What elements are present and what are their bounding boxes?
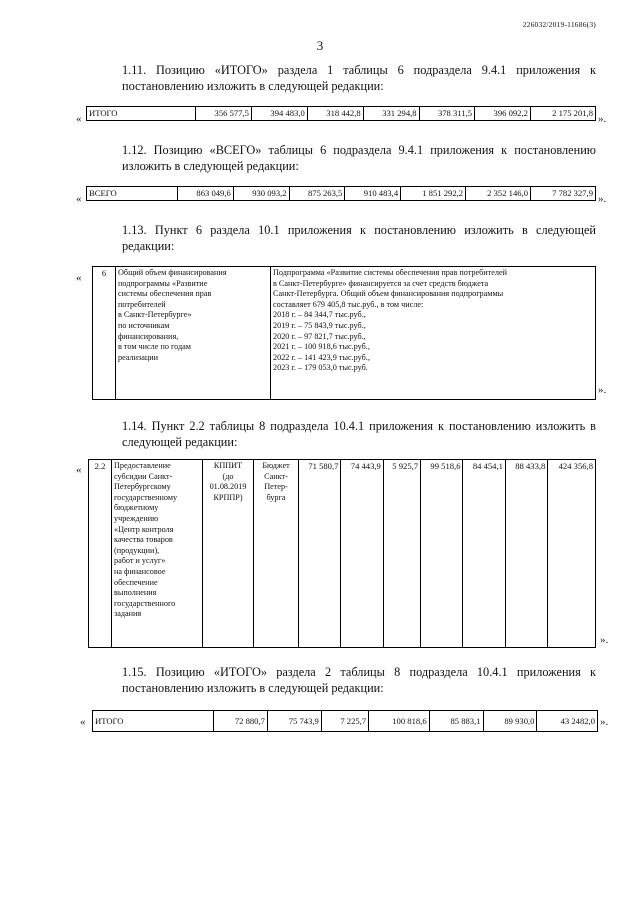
- cell-value: 74 443,9: [341, 460, 383, 648]
- cell-value: 2 175 201,8: [530, 107, 595, 121]
- text-line: в Санкт-Петербурге» финансируется за счет средств бюджета: [273, 278, 489, 288]
- cell-value: 394 483,0: [251, 107, 307, 121]
- cell-label: ИТОГО: [87, 107, 196, 121]
- cell-name: [112, 460, 203, 648]
- text-line: обеспечение: [114, 577, 158, 587]
- text-line: Санкт-: [264, 471, 288, 481]
- section-heading: 1.11. Позицию «ИТОГО» раздела 1 таблицы 6 подраздела 9.4.1 приложения к постановлению изложить в следующей редакции:: [122, 63, 596, 93]
- text-line: в Санкт-Петербурге»: [118, 310, 192, 320]
- text-line: КППИТ: [213, 461, 243, 470]
- text-line: бюджетному: [114, 503, 159, 513]
- cell-value: 88 433,8: [505, 460, 547, 648]
- row-number: 2.2: [89, 460, 112, 648]
- section-heading: 1.13. Пункт 6 раздела 10.1 приложения к постановлению изложить в следующей редакции:: [122, 223, 596, 253]
- text-line: Бюджет: [262, 461, 290, 470]
- text-line: подпрограммы «Развитие: [118, 278, 208, 288]
- text-line: учреждению: [114, 513, 159, 523]
- cell-value: 863 049,6: [178, 187, 234, 201]
- cell-value: 356 577,5: [196, 107, 252, 121]
- row-number: 6: [93, 267, 116, 400]
- text-line: выполнения: [114, 588, 157, 598]
- cell-value: 85 883,1: [429, 711, 483, 732]
- section-1-13-text: [90, 222, 596, 254]
- text-line: финансирования,: [118, 331, 179, 341]
- cell-value: 72 880,7: [214, 711, 268, 732]
- section-1-14-text: [90, 418, 596, 450]
- section-heading: 1.12. Позицию «ВСЕГО» таблицы 6 подраздела 9.4.1 приложения к постановлению изложить в следующей редакции:: [122, 143, 596, 173]
- cell-label: ВСЕГО: [87, 187, 178, 201]
- text-line: Санкт-Петербурга. Общий объем финансирования подпрограммы: [273, 289, 504, 299]
- quote-close: ».: [598, 384, 607, 396]
- item-2-2-table: [88, 459, 596, 648]
- text-line: 2022 г. – 141 423,9 тыс.руб.,: [273, 352, 370, 362]
- table-row: [87, 187, 596, 201]
- cell-value: 318 442,8: [307, 107, 363, 121]
- text-line: (продукции),: [114, 545, 160, 555]
- text-line: Подпрограмма «Развитие системы обеспечения прав потребителей: [273, 268, 507, 277]
- cell-value: 910 483,4: [345, 187, 401, 201]
- quote-open: «: [76, 113, 82, 125]
- itogo-table-2: [92, 710, 598, 732]
- cell-value: 89 930,0: [483, 711, 537, 732]
- section-heading: 1.14. Пункт 2.2 таблицы 8 подраздела 10.4.1 приложения к постановлению изложить в следующей редакции:: [122, 419, 596, 449]
- text-line: Петербургскому: [114, 482, 171, 492]
- quote-close: ».: [598, 193, 607, 205]
- table-row: [89, 460, 596, 648]
- cell-value: 43 2482,0: [537, 711, 598, 732]
- text-line: субсидии Санкт-: [114, 471, 173, 481]
- cell-source: [254, 460, 299, 648]
- cell-value: 2 352 146,0: [466, 187, 531, 201]
- table-row: [93, 267, 596, 400]
- text-line: задания: [114, 609, 142, 619]
- text-line: составляет 679 405,8 тыс.руб., в том числе:: [273, 299, 424, 309]
- text-line: качества товаров: [114, 535, 173, 545]
- text-line: потребителей: [118, 299, 166, 309]
- text-line: Предоставление: [114, 461, 171, 470]
- cell-value: 71 580,7: [299, 460, 341, 648]
- section-1-12-text: [90, 142, 596, 174]
- text-line: 2023 г. – 179 053,0 тыс.руб.: [273, 363, 368, 373]
- text-line: 01.08.2019: [209, 482, 247, 492]
- text-line: бурга: [266, 492, 286, 502]
- cell-value: 75 743,9: [267, 711, 321, 732]
- text-line: Петер-: [264, 482, 288, 492]
- text-line: на финансовое: [114, 566, 166, 576]
- text-line: (до: [222, 471, 234, 481]
- page-number: 3: [316, 38, 324, 53]
- document-number: 226032/2019-11686(3): [522, 20, 596, 29]
- itogo-table-1: [86, 106, 596, 121]
- table-row: [87, 107, 596, 121]
- cell-value: 7 225,7: [321, 711, 368, 732]
- cell-value: 99 518,6: [421, 460, 463, 648]
- cell-value: 875 263,5: [289, 187, 345, 201]
- vsego-table: [86, 186, 596, 201]
- text-line: «Центр контроля: [114, 524, 174, 534]
- text-line: 2021 г. – 100 918,6 тыс.руб.,: [273, 342, 370, 352]
- quote-close: ».: [600, 716, 609, 728]
- section-heading: 1.15. Позицию «ИТОГО» раздела 2 таблицы 8 подраздела 10.4.1 приложения к постановлению изложить в следующей редакции:: [122, 665, 596, 695]
- text-line: по источникам: [118, 320, 170, 330]
- quote-open: «: [76, 464, 82, 476]
- text-line: 2020 г. – 97 821,7 тыс.руб.,: [273, 331, 366, 341]
- text-line: в том числе по годам: [118, 342, 191, 352]
- funding-table: [92, 266, 596, 400]
- cell-value: 424 356,8: [548, 460, 596, 648]
- text-line: системы обеспечения прав: [118, 289, 212, 299]
- text-line: государственному: [114, 492, 178, 502]
- text-line: 2019 г. – 75 843,9 тыс.руб.,: [273, 320, 366, 330]
- cell-value: 5 925,7: [383, 460, 420, 648]
- text-line: реализации: [118, 352, 159, 362]
- cell-name: [116, 267, 271, 400]
- section-1-11-text: [90, 62, 596, 94]
- text-line: работ и услуг»: [114, 556, 166, 566]
- quote-close: ».: [598, 113, 607, 125]
- text-line: Общий объем финансирования: [118, 268, 227, 277]
- cell-value: 930 093,2: [233, 187, 289, 201]
- cell-value: 378 311,5: [419, 107, 474, 121]
- table-row: [93, 711, 598, 732]
- cell-value: 1 851 292,2: [401, 187, 466, 201]
- cell-value: 100 818,6: [369, 711, 430, 732]
- cell-value: 396 092,2: [475, 107, 531, 121]
- cell-value: 331 294,8: [363, 107, 419, 121]
- quote-close: ».: [600, 634, 609, 646]
- text-line: государственного: [114, 598, 176, 608]
- cell-value: 84 454,1: [463, 460, 505, 648]
- text-line: КРППР): [213, 492, 243, 502]
- quote-open: «: [80, 716, 86, 728]
- section-1-15-text: [90, 664, 596, 696]
- cell-executor: [203, 460, 254, 648]
- quote-open: «: [76, 193, 82, 205]
- quote-open: «: [76, 272, 82, 284]
- cell-label: ИТОГО: [93, 711, 214, 732]
- text-line: 2018 г. – 84 344,7 тыс.руб.,: [273, 310, 366, 320]
- cell-description: [271, 267, 596, 400]
- cell-value: 7 782 327,9: [531, 187, 596, 201]
